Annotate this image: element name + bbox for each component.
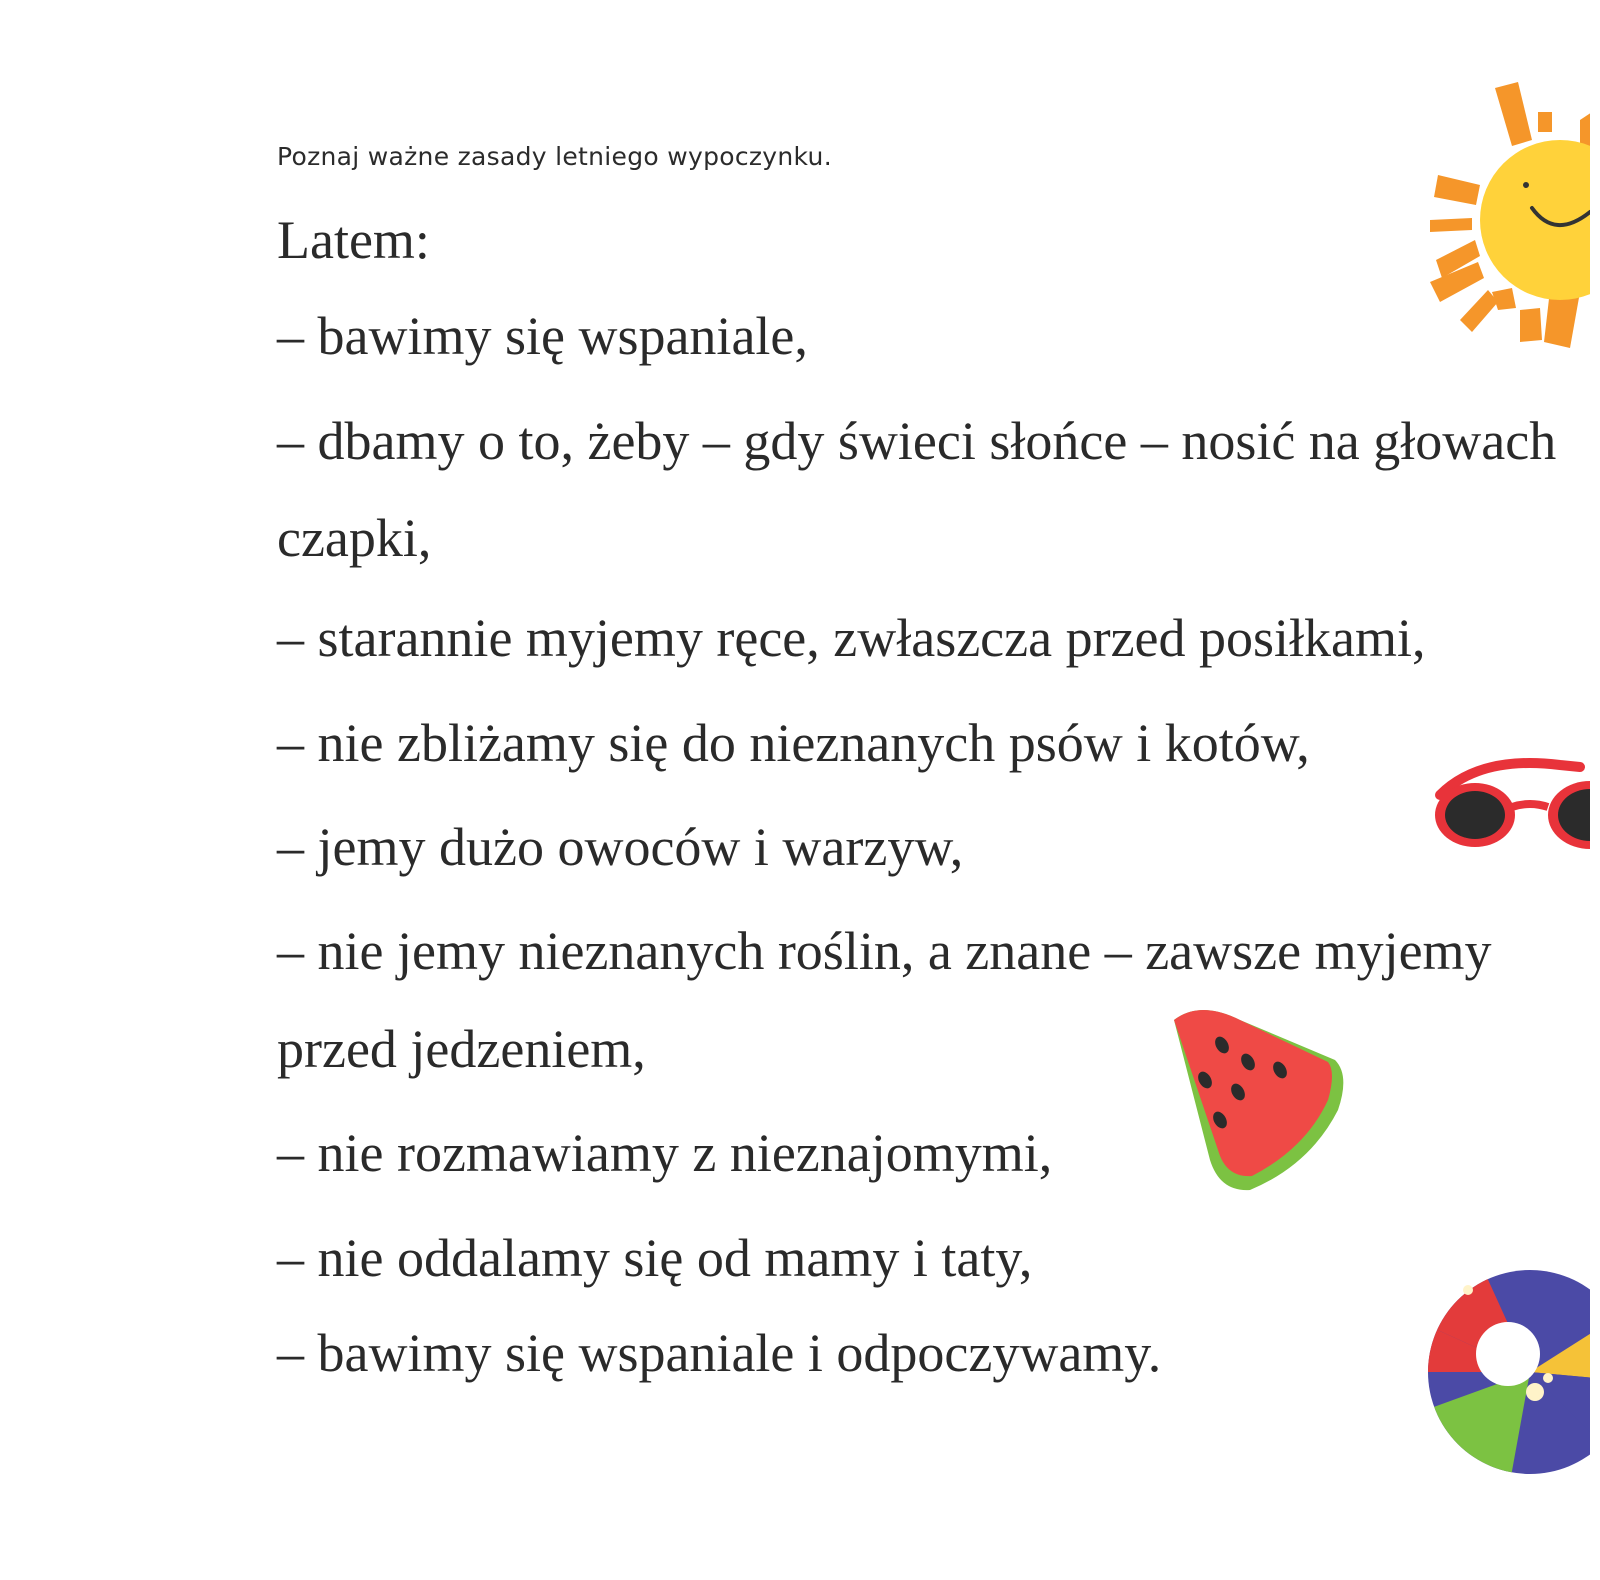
page-title: Latem: (277, 210, 430, 270)
rule-line: – bawimy się wspaniale i odpoczywamy. (277, 1323, 1162, 1383)
rule-line: przed jedzeniem, (277, 1019, 646, 1079)
beach-ball-icon (1420, 1262, 1590, 1482)
rule-line: – starannie myjemy ręce, zwłaszcza przed posiłkami, (277, 608, 1426, 668)
rule-line: – bawimy się wspaniale, (277, 306, 808, 366)
rule-line: – jemy dużo owoców i warzyw, (277, 817, 964, 877)
rule-line: – nie oddalamy się od mamy i taty, (277, 1228, 1033, 1288)
rule-line: – dbamy o to, żeby – gdy świeci słońce – nosić na głowach (277, 411, 1557, 471)
rule-line: – nie jemy nieznanych roślin, a znane – zawsze myjemy (277, 921, 1492, 981)
rule-line: czapki, (277, 508, 432, 568)
rule-line: – nie zbliżamy się do nieznanych psów i kotów, (277, 713, 1310, 773)
intro-text: Poznaj ważne zasady letniego wypoczynku. (277, 142, 832, 171)
sunglasses-icon (1420, 745, 1590, 865)
sun-icon (1420, 80, 1590, 360)
page-edge (1590, 60, 1600, 1520)
watermelon-slice-icon (1160, 1000, 1350, 1200)
rule-line: – nie rozmawiamy z nieznajomymi, (277, 1123, 1053, 1183)
